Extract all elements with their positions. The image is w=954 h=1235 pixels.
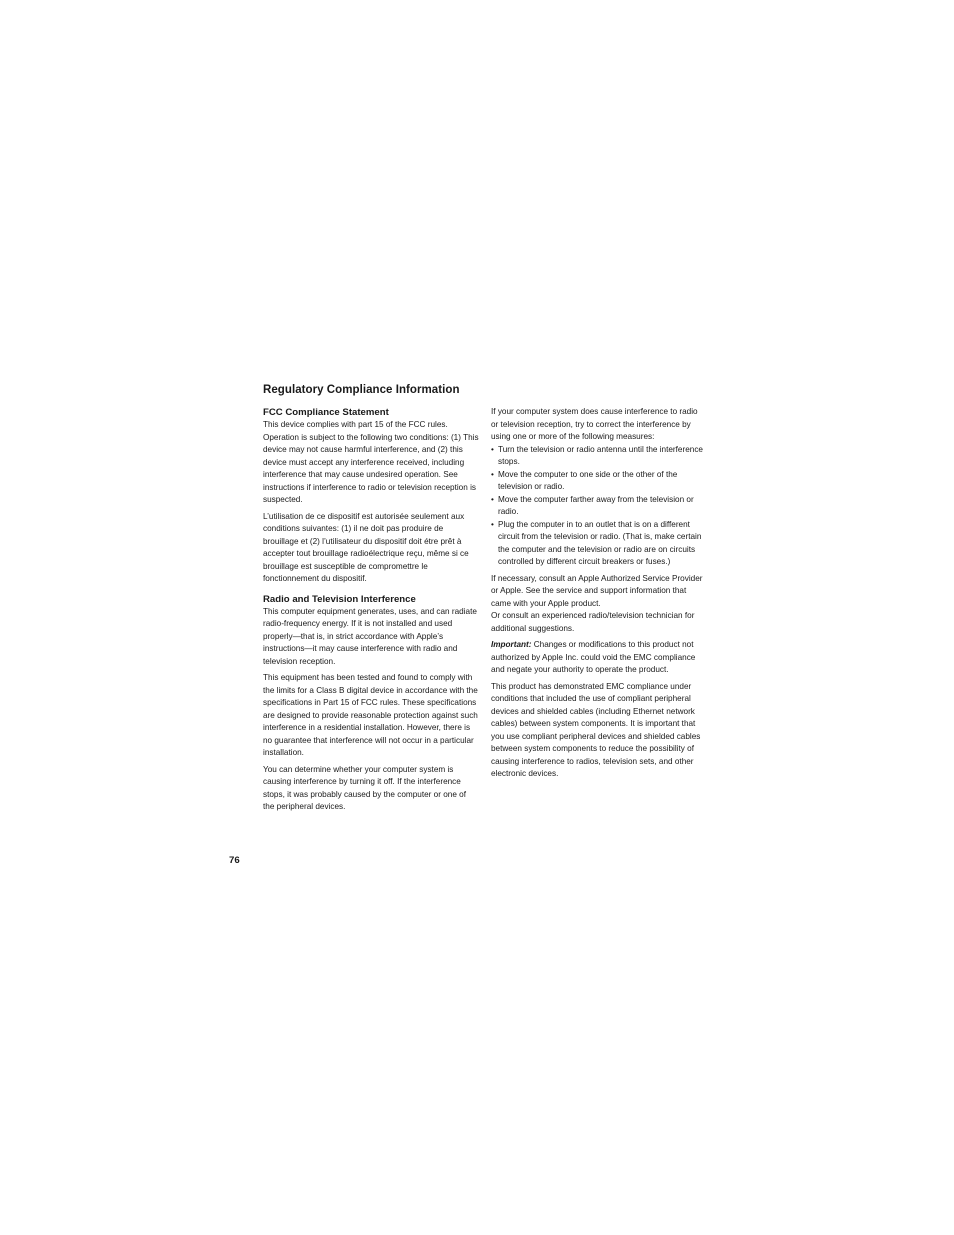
fcc-heading: FCC Compliance Statement	[263, 407, 389, 418]
fcc-paragraph-2-french: L’utilisation de ce dispositif est autorisée seulement aux conditions suivantes: (1) il ne doit pas produire de brouillage et (2) l’utilisateur du dispositif doit étre prêt à accepter tout brouillage radioélectrique reçu, même si ce brouillage est susceptible de compromettre le fonctionnement du dispositif.	[263, 511, 469, 583]
radio-paragraph-1: This computer equipment generates, uses, and can radiate radio-frequency energy. If it is not installed and used properly—that is, in strict accordance with Apple’s instructions—it may cause interference with radio and television reception.	[263, 606, 477, 666]
important-text: Changes or modifications to this product not authorized by Apple Inc. could void the EMC compliance and negate your authority to operate the product.	[491, 640, 696, 674]
important-label: Important:	[491, 640, 532, 649]
interference-intro: If your computer system does cause interference to radio or television reception, try to correct the interference by using one or more of the following measures:	[491, 407, 698, 441]
page-title: Regulatory Compliance Information	[263, 384, 460, 396]
radio-paragraph-2: This equipment has been tested and found to comply with the limits for a Class B digital device in accordance with the specifications in Part 15 of FCC rules. These specifications are designed to provide reasonable protection against such interference in a residential installation. However, there is no guarantee that interference will not occur in a particular installation.	[263, 673, 478, 757]
page-number: 76	[229, 855, 240, 866]
technician-paragraph: Or consult an experienced radio/television technician for additional suggestions.	[491, 611, 695, 633]
measures-list	[491, 444, 707, 569]
list-item: • Turn the television or radio antenna until the interference stops.	[491, 444, 707, 469]
list-item: • Move the computer farther away from the television or radio.	[491, 494, 707, 519]
list-item: • Move the computer to one side or the other of the television or radio.	[491, 469, 707, 494]
fcc-paragraph-1: This device complies with part 15 of the FCC rules. Operation is subject to the following two conditions: (1) This device may not cause harmful interference, and (2) this device must accept any interference received, including interference that may cause undesired operation. See instructions if interference to radio or television reception is suspected.	[263, 420, 479, 504]
emc-paragraph: This product has demonstrated EMC compliance under conditions that included the use of compliant peripheral devices and shielded cables (including Ethernet network cables) between system components. It is important that you use compliant peripheral devices and shielded cables between system components to reduce the possibility of causing interference to radios, television sets, and other electronic devices.	[491, 681, 701, 778]
radio-heading: Radio and Television Interference	[263, 593, 416, 605]
right-column	[491, 406, 707, 785]
service-paragraph: If necessary, consult an Apple Authorized Service Provider or Apple. See the service and support information that came with your Apple product.	[491, 573, 703, 608]
important-paragraph	[491, 639, 707, 677]
list-item: • Plug the computer in to an outlet that is on a different circuit from the television or radio. (That is, make certain the computer and the television or radio are on circuits controlled by different circuit breakers or fuses.)	[491, 519, 707, 569]
left-column	[263, 406, 479, 818]
radio-paragraph-3: You can determine whether your computer system is causing interference by turning it off. If the interference stops, it was probably caused by the computer or one of the peripheral devices.	[263, 764, 466, 811]
